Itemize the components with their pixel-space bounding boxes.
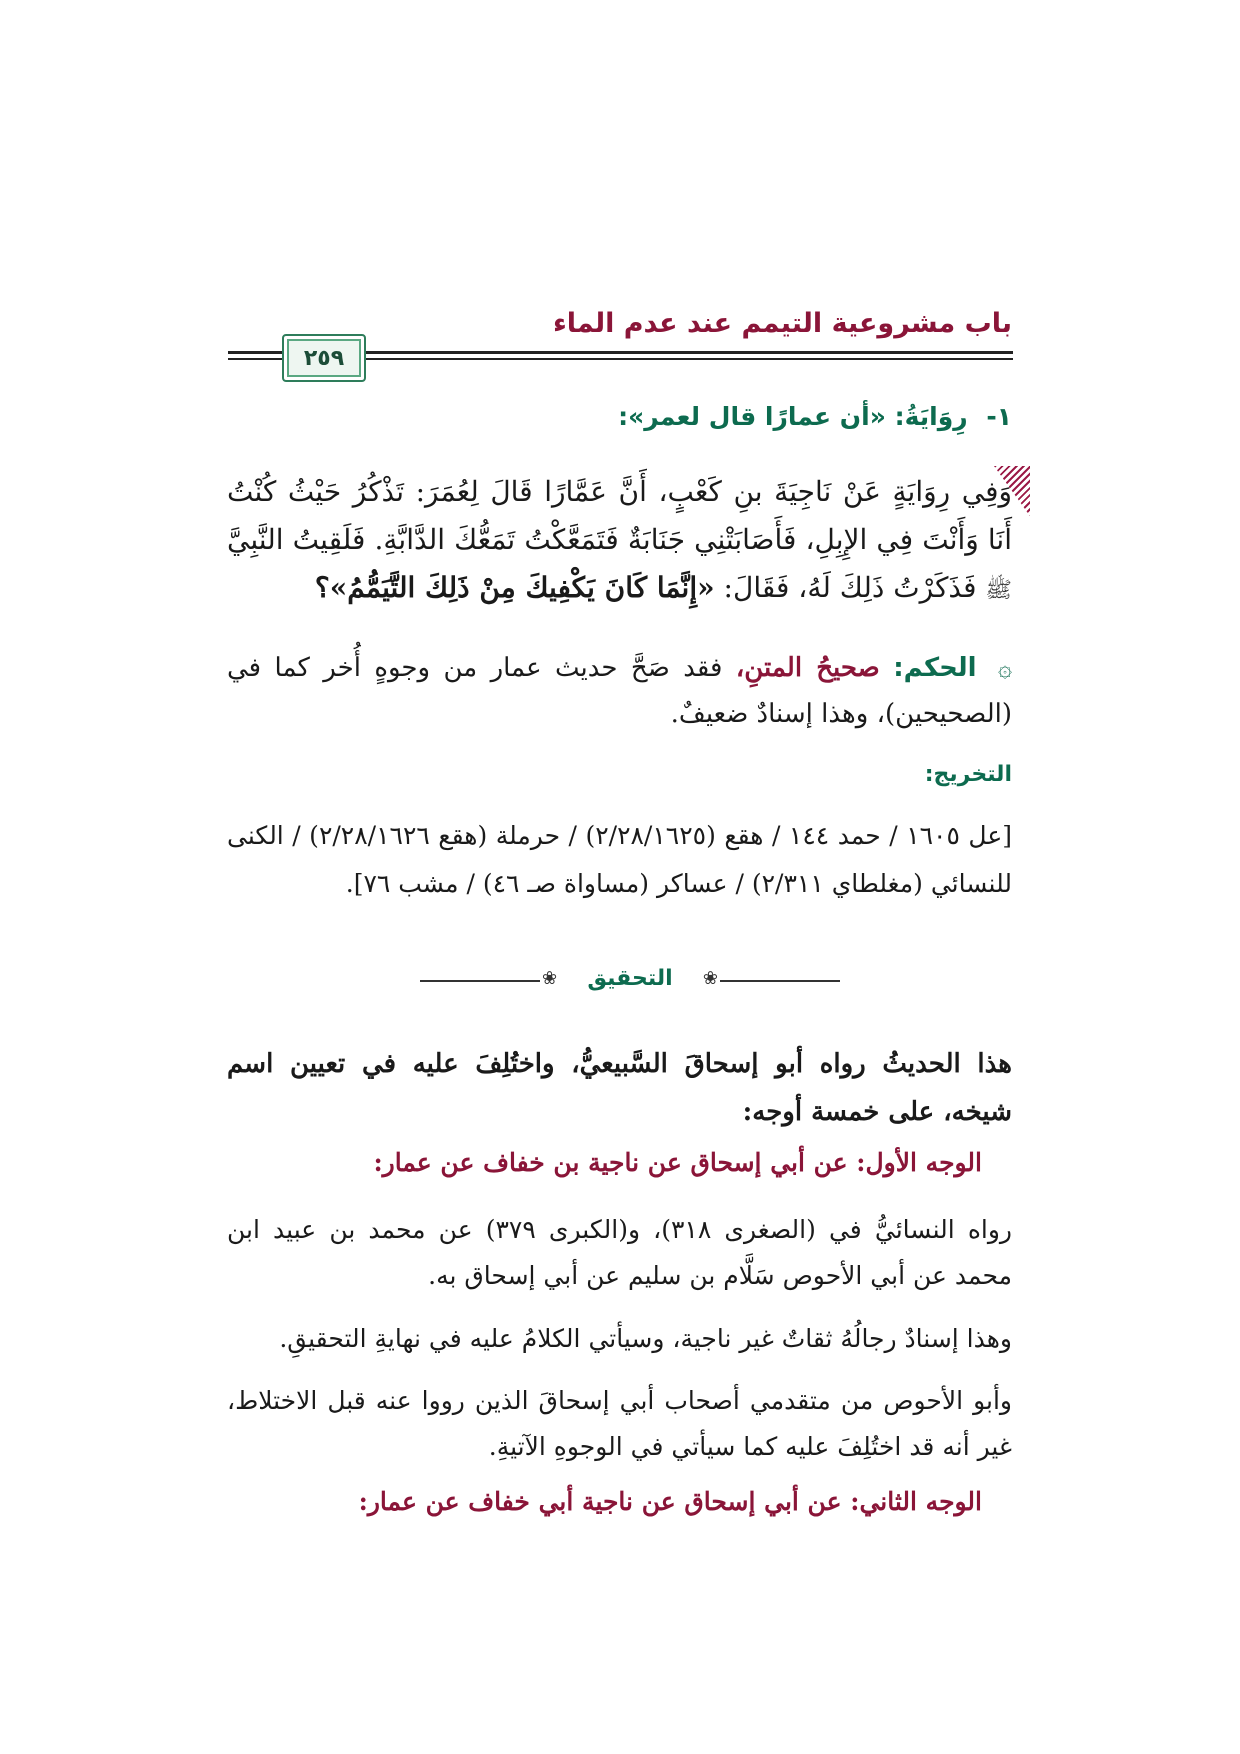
section-title	[227, 402, 1012, 431]
ruling-text: فقد صَحَّ حديث عمار من وجوهٍ أُخر كما في (الصحيحين)، وهذا إسنادٌ ضعيفٌ.	[227, 653, 1012, 729]
ruling-paragraph	[227, 645, 1012, 737]
takhrij-heading: التخريج:	[924, 762, 1012, 787]
ornament-left-icon: ❀	[542, 968, 558, 989]
hadith-prophet-saying: «إِنَّمَا كَانَ يَكْفِيكَ مِنْ ذَلِكَ التَّيَمُّمُ»؟	[314, 571, 715, 604]
takhrij-text: [عل ١٦٠٥ / حمد ١٤٤ / هقع (٢/٢٨/١٦٢٥) / حرملة (هقع ٢/٢٨/١٦٢٦) / الكنى للنسائي (مغلطاي ٢/٣١١) / عساكر (مساواة صـ ٤٦) / مشب ٧٦].	[227, 821, 1013, 898]
hadith-text-middle: فَذَكَرْتُ ذَلِكَ لَهُ، فَقَالَ:	[723, 571, 977, 604]
tahqiq-title: التحقيق	[587, 966, 673, 991]
paragraph-3: وأبو الأحوص من متقدمي أصحاب أبي إسحاقَ الذين رووا عنه قبل الاختلاط، غير أنه قد اختُلِفَ عليه كما سيأتي في الوجوهِ الآتيةِ.	[227, 1386, 1012, 1461]
tahqiq-divider	[420, 966, 840, 996]
ruling-label: الحكم:	[893, 653, 977, 683]
hadith-text-before: وَفِي رِوَايَةٍ عَنْ نَاجِيَةَ بنِ كَعْبٍ، أَنَّ عَمَّارًا قَالَ لِعُمَرَ: تَذْكُرُ حَيْثُ كُنْتُ أَنَا وَأَنْتَ فِي الإِبِلِ، فَأَصَابَتْنِي جَنَابَةٌ فَتَمَعَّكْتُ تَمَعُّكَ الدَّابَّةِ. فَلَقِيتُ النَّبِيَّ	[227, 475, 1012, 556]
ornament-right-icon: ❀	[702, 968, 718, 989]
intro-paragraph: هذا الحديثُ رواه أبو إسحاقَ السَّبيعيُّ، واختُلِفَ عليه في تعيين اسم شيخه، على خمسة أوجه:	[227, 1049, 1012, 1127]
section-quote: «أن عمارًا قال لعمر»:	[618, 402, 886, 431]
wajh2-heading: الوجه الثاني: عن أبي إسحاق عن ناجية أبي خفاف عن عمار:	[358, 1487, 982, 1516]
flower-icon: ۞	[997, 654, 1012, 682]
salawat-glyph: ﷺ	[985, 578, 1012, 603]
page-number-badge: ٢٥٩	[282, 334, 366, 382]
wajh1-heading: الوجه الأول: عن أبي إسحاق عن ناجية بن خفاف عن عمار:	[373, 1148, 982, 1177]
section-label: رِوَايَةُ:	[894, 402, 968, 431]
hadith-text	[227, 468, 1012, 615]
paragraph-2: وهذا إسنادٌ رجالُهُ ثقاتٌ غير ناجية، وسيأتي الكلامُ عليه في نهايةِ التحقيقِ.	[279, 1324, 1012, 1353]
section-number: ١-	[986, 402, 1012, 431]
running-head: باب مشروعية التيمم عند عدم الماء	[552, 308, 1012, 339]
paragraph-1: رواه النسائيُّ في (الصغرى ٣١٨)، و(الكبرى ٣٧٩) عن محمد بن عبيد ابن محمد عن أبي الأحوص سَلَّام بن سليم عن أبي إسحاق به.	[227, 1215, 1013, 1290]
ruling-value: صحيحُ المتنِ،	[735, 653, 880, 683]
